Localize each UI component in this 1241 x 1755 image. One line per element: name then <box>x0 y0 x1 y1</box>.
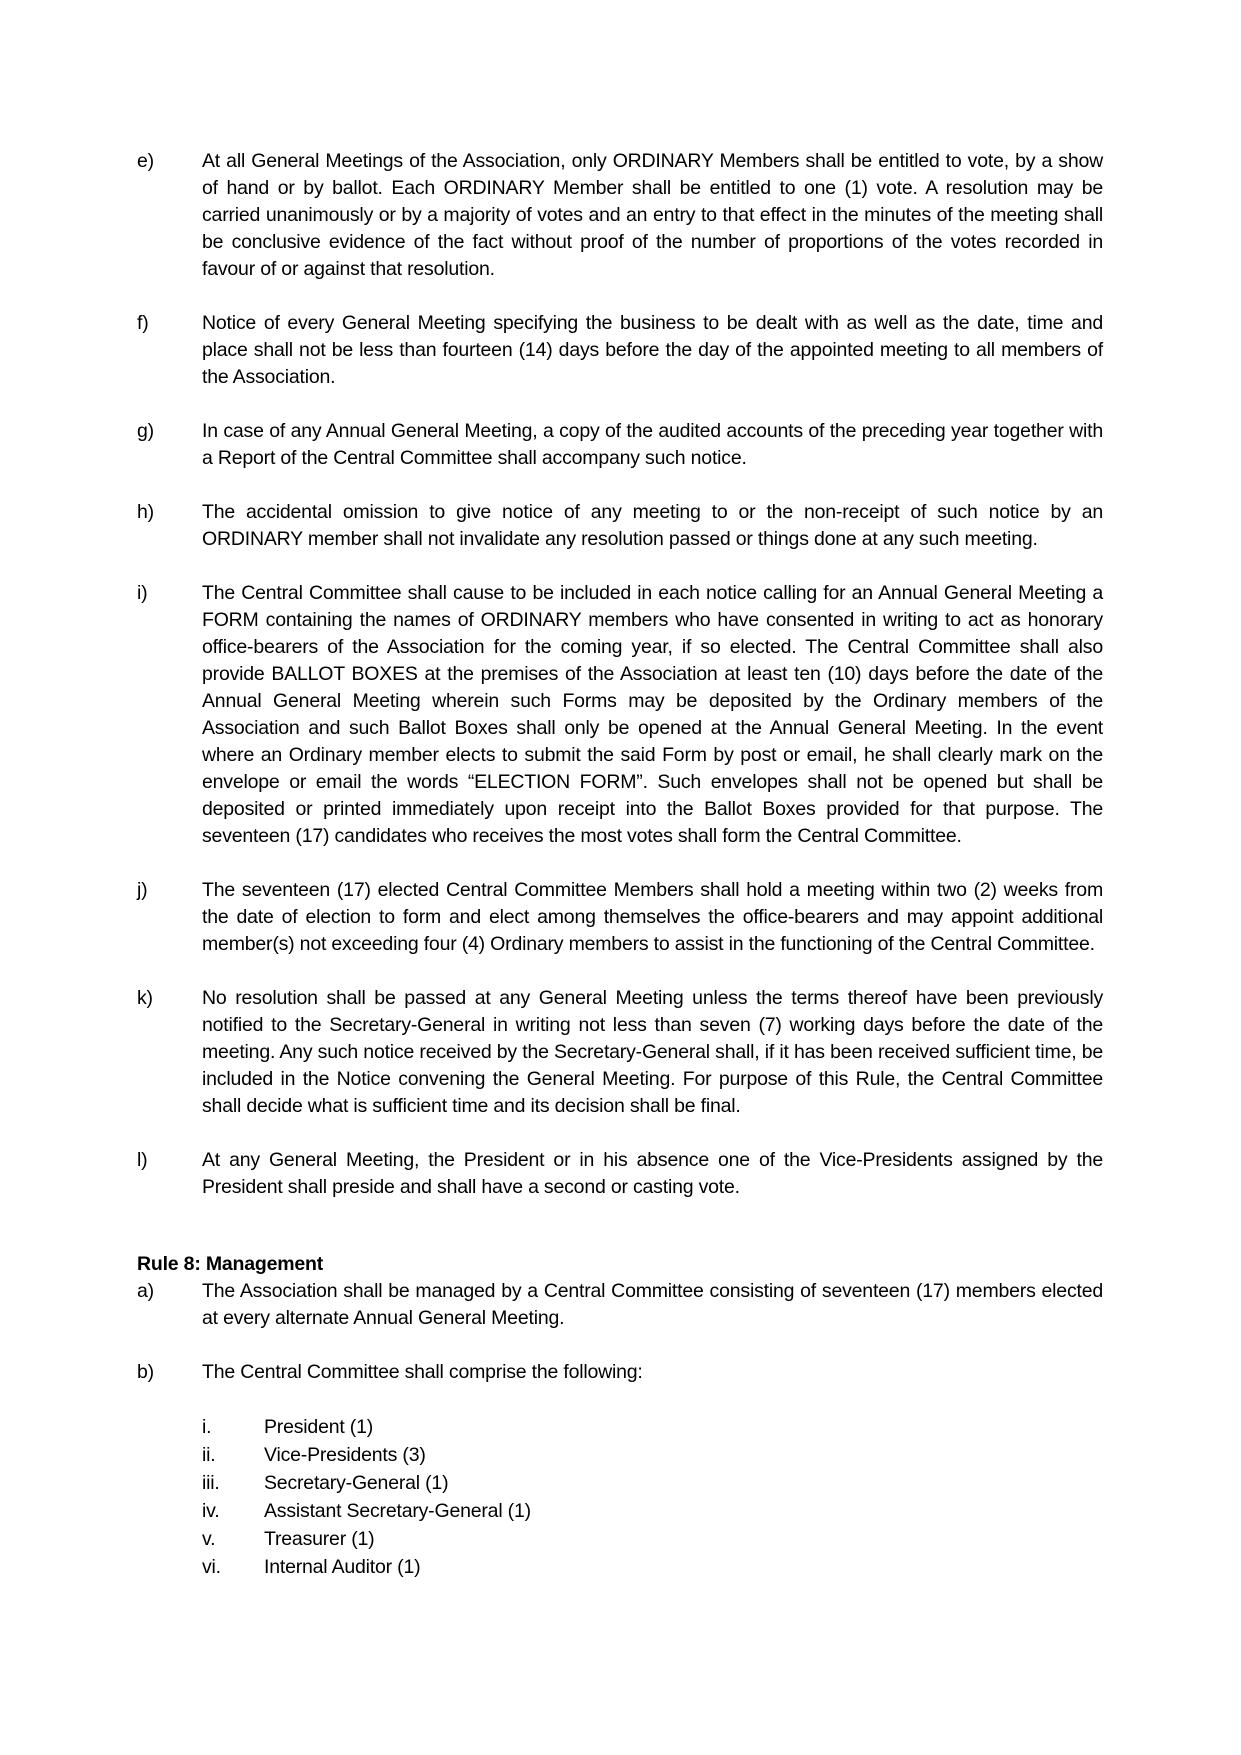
rule8-clause-b <box>137 1359 1103 1386</box>
list-item-numeral: vi. <box>202 1556 221 1578</box>
list-item <box>202 1413 1103 1441</box>
list-item-text: Internal Auditor (1) <box>264 1556 421 1578</box>
list-item <box>202 1497 1103 1525</box>
list-item-numeral: iv. <box>202 1500 220 1522</box>
clause-text: At all General Meetings of the Association, only ORDINARY Members shall be entitled to vote, by a show of hand or by ballot. Each ORDINARY Member shall be entitled to one (1) vote. A resolution may be carried unanimously or by a majority of votes and an entry to that effect in the minutes of the meeting shall be conclusive evidence of the fact without proof of the number of proportions of the votes recorded in favour of or against that resolution. <box>202 150 1103 280</box>
clause-text: The Central Committee shall comprise the following: <box>202 1361 643 1383</box>
clause-g <box>137 418 1103 472</box>
clause-text: The accidental omission to give notice of any meeting to or the non-receipt of such notice by an ORDINARY member shall not invalidate any resolution passed or things done at any such meeting. <box>202 501 1103 550</box>
clause-text: Notice of every General Meeting specifying the business to be dealt with as well as the date, time and place shall not be less than fourteen (14) days before the day of the appointed meeting to all members of the Association. <box>202 312 1103 388</box>
list-item-text: Vice-Presidents (3) <box>264 1444 426 1466</box>
clause-text: No resolution shall be passed at any General Meeting unless the terms thereof have been previously notified to the Secretary-General in writing not less than seven (7) working days before the date of the meeting. Any such notice received by the Secretary-General shall, if it has been received sufficient time, be included in the Notice convening the General Meeting. For purpose of this Rule, the Central Committee shall decide what is sufficient time and its decision shall be final. <box>202 987 1103 1117</box>
clause-letter: g) <box>137 420 154 442</box>
clause-letter: l) <box>137 1149 148 1171</box>
clause-text: At any General Meeting, the President or in his absence one of the Vice-Presidents assigned by the President shall preside and shall have a second or casting vote. <box>202 1149 1103 1198</box>
clause-letter: j) <box>137 879 148 901</box>
list-item-text: President (1) <box>264 1416 374 1438</box>
clause-letter: f) <box>137 312 149 334</box>
list-item <box>202 1525 1103 1553</box>
committee-positions-list <box>202 1413 1103 1581</box>
list-item-text: Treasurer (1) <box>264 1528 375 1550</box>
clause-letter: a) <box>137 1280 154 1302</box>
clause-text: The Central Committee shall cause to be included in each notice calling for an Annual General Meeting a FORM containing the names of ORDINARY members who have consented in writing to act as honorary office-bearers of the Association for the coming year, if so elected. The Central Committee shall also provide BALLOT BOXES at the premises of the Association at least ten (10) days before the date of the Annual General Meeting wherein such Forms may be deposited by the Ordinary members of the Association and such Ballot Boxes shall only be opened at the Annual General Meeting. In the event where an Ordinary member elects to submit the said Form by post or email, he shall clearly mark on the envelope or email the words “ELECTION FORM”. Such envelopes shall not be opened but shall be deposited or printed immediately upon receipt into the Ballot Boxes provided for that purpose. The seventeen (17) candidates who receives the most votes shall form the Central Committee. <box>202 582 1103 847</box>
list-item <box>202 1553 1103 1581</box>
clause-letter: h) <box>137 501 154 523</box>
clause-letter: e) <box>137 150 154 172</box>
list-item-numeral: iii. <box>202 1472 220 1494</box>
clause-letter: b) <box>137 1361 154 1383</box>
rule8-clause-a <box>137 1278 1103 1332</box>
list-item-numeral: v. <box>202 1528 216 1550</box>
rule-8-heading: Rule 8: Management <box>137 1253 324 1275</box>
list-item-numeral: i. <box>202 1416 212 1438</box>
clause-text: The seventeen (17) elected Central Committee Members shall hold a meeting within two (2) weeks from the date of election to form and elect among themselves the office-bearers and may appoint additional member(s) not exceeding four (4) Ordinary members to assist in the functioning of the Central Committee. <box>202 879 1103 955</box>
clause-i <box>137 580 1103 850</box>
clause-f <box>137 310 1103 391</box>
clause-h <box>137 499 1103 553</box>
clause-j <box>137 877 1103 958</box>
clause-letter: k) <box>137 987 153 1009</box>
clause-text: The Association shall be managed by a Central Committee consisting of seventeen (17) members elected at every alternate Annual General Meeting. <box>202 1280 1103 1329</box>
clause-k <box>137 985 1103 1120</box>
list-item <box>202 1469 1103 1497</box>
clause-text: In case of any Annual General Meeting, a copy of the audited accounts of the preceding year together with a Report of the Central Committee shall accompany such notice. <box>202 420 1103 469</box>
list-item-text: Assistant Secretary-General (1) <box>264 1500 531 1522</box>
list-item-numeral: ii. <box>202 1444 216 1466</box>
clause-e <box>137 148 1103 283</box>
list-item-text: Secretary-General (1) <box>264 1472 449 1494</box>
list-item <box>202 1441 1103 1469</box>
clause-letter: i) <box>137 582 148 604</box>
clause-l <box>137 1147 1103 1201</box>
